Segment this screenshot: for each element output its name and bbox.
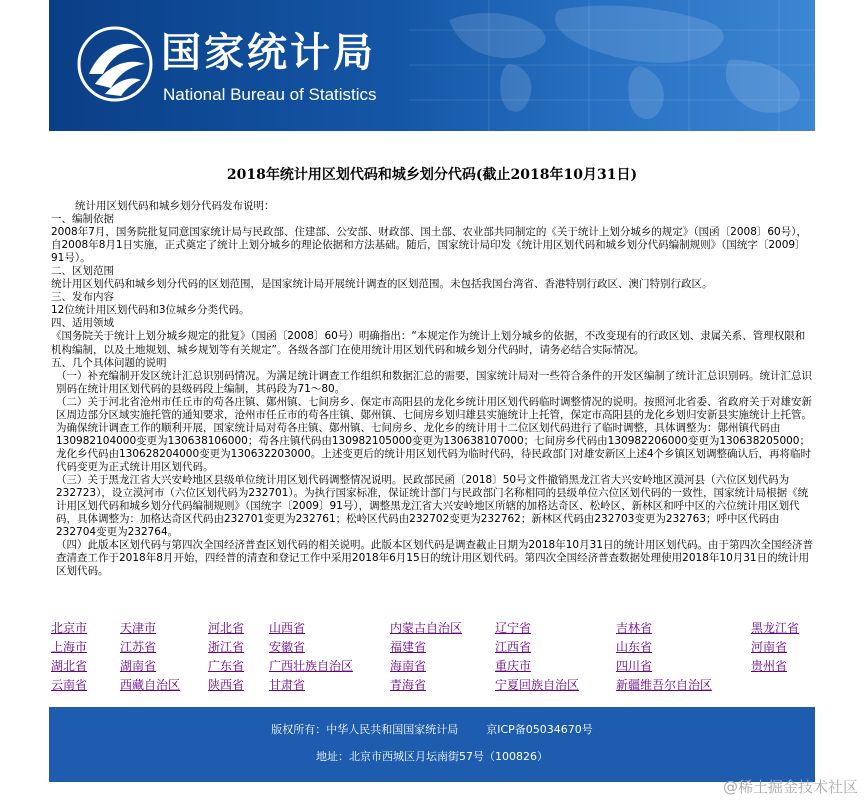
section-paragraph: 《国务院关于统计上划分城乡规定的批复》（国函〔2008〕60号）明确指出：“本规定作为统计上划分城乡的依据，不改变现有的行政区划、隶属关系、管理权限和机构编制，以及土地规划、城乡规划等有关规定”。各级各部门在使用统计用区划代码和城乡划分代码时，请务必结合实际情况。 [51,330,806,356]
province-row [51,656,815,675]
icp-number: 京ICP备05034670号 [486,723,593,736]
province-link[interactable]: 云南省 [51,678,88,692]
section-heading: 五、几个具体问题的说明 [51,356,167,369]
province-link[interactable]: 广西壮族自治区 [269,659,354,673]
province-link[interactable]: 河南省 [751,640,788,654]
province-link[interactable]: 新疆维吾尔自治区 [616,678,713,692]
section-heading: 三、发布内容 [51,291,114,304]
province-link[interactable]: 湖北省 [51,659,88,673]
province-link[interactable]: 江苏省 [120,640,157,654]
section-heading: 二、区划范围 [51,265,114,278]
province-link[interactable]: 黑龙江省 [751,621,800,635]
province-link[interactable]: 甘肃省 [269,678,306,692]
province-link[interactable]: 北京市 [51,621,88,635]
bureau-name-cn: 国家统计局 [161,30,376,76]
province-link[interactable]: 广东省 [208,659,245,673]
bureau-name-en: National Bureau of Statistics [163,85,377,104]
province-link[interactable]: 江西省 [495,640,532,654]
section-paragraph: （三）关于黑龙江省大兴安岭地区县级单位统计用区划代码调整情况说明。民政部民函〔2018〕50号文件撤销黑龙江省大兴安岭地区漠河县（六位区划代码为232723），设立漠河市（六位区划代码为232701）。为执行国家标准，保证统计部门与民政部门名称相同的县级单位六位区划代码的一致性，国家统计局根据《统计用区划代码和城乡划分代码编制规则》（国统字〔2009〕91号），调整黑龙江省大兴安岭地区所辖的加格达奇区、松岭区、新林区和呼中区的六位统计用区划代码，具体调整为：加格达奇区代码由232701变更为232761；松岭区代码由232702变更为232762；新林区代码由232703变更为232763；呼中区代码由232704变更为232764。 [56,473,809,539]
province-link[interactable]: 山西省 [269,621,306,635]
bureau-logo-icon [75,24,155,104]
watermark: @稀土掘金技术社区 [722,778,858,796]
section-paragraph: 2008年7月，国务院批复同意国家统计局与民政部、住建部、公安部、财政部、国土部、农业部共同制定的《关于统计上划分城乡的规定》（国函〔2008〕60号），自2008年8月1日实施，正式奠定了统计上划分城乡的理论依据和方法基础。随后，国家统计局印发《统计用区划代码和城乡划分代码编制规则》（国统字〔2009〕91号）。 [51,226,807,265]
province-link[interactable]: 海南省 [390,659,427,673]
province-link[interactable]: 浙江省 [208,640,245,654]
world-map-graphic [409,0,815,131]
release-notes [51,200,815,578]
section-heading: 四、适用领域 [51,317,114,330]
intro-text: 统计用区划代码和城乡划分代码发布说明： [75,200,275,212]
section-paragraph: （二）关于河北省沧州市任丘市的苟各庄镇、鄚州镇、七间房乡、保定市高阳县的龙化乡统计用区划代码临时调整情况的说明。按照河北省委、省政府关于对雄安新区周边部分区域实施托管的通知要求，沧州市任丘市的苟各庄镇、鄚州镇、七间房乡划归雄县实施统计上托管，保定市高阳县的龙化乡划归安新县实施统计上托管。为确保统计调查工作的顺利开展，国家统计局对苟各庄镇、鄚州镇、七间房乡、龙化乡的统计用十二位区划代码进行了临时调整，具体调整为：鄚州镇代码由130982104000变更为130638106000；苟各庄镇代码由130982105000变更为130638107000；七间房乡代码由130982206000变更为130638205000；龙化乡代码由130628204000变更为130632203000。上述变更后的统计用区划代码为临时代码，待民政部门对雄安新区上述4个乡镇区划调整确认后，再将临时代码变更为正式统计用区划代码。 [56,395,812,473]
province-row [51,618,815,637]
copyright-text: 版权所有：中华人民共和国国家统计局 [271,723,459,736]
province-link[interactable]: 辽宁省 [495,621,532,635]
province-link[interactable]: 福建省 [390,640,427,654]
province-link[interactable]: 内蒙古自治区 [390,621,463,635]
province-link[interactable]: 湖南省 [120,659,157,673]
province-link[interactable]: 宁夏回族自治区 [495,678,580,692]
province-link[interactable]: 贵州省 [751,659,788,673]
section-paragraph: （一）补充编制开发区统计汇总识别码情况。为满足统计调查工作组织和数据汇总的需要，国家统计局对一些符合条件的开发区编制了统计汇总识别码。统计汇总识别码在统计用区划代码的县级码段上编制，其码段为71～80。 [56,369,812,395]
province-link[interactable]: 天津市 [120,621,157,635]
province-link[interactable]: 上海市 [51,640,88,654]
empty-cell [751,675,815,694]
province-link[interactable]: 重庆市 [495,659,532,673]
province-link[interactable]: 青海省 [390,678,427,692]
section-paragraph: （四）此版本区划代码与第四次全国经济普查区划代码的相关说明。此版本区划代码是调查截止日期为2018年10月31日的统计用区划代码。由于第四次全国经济普查清查工作于2018年8月开始，四经普的清查和登记工作中采用2018年6月15日的统计用区划代码。第四次全国经济普查数据处理使用2018年10月31日的统计用区划代码。 [56,539,813,578]
province-link[interactable]: 陕西省 [208,678,245,692]
province-link-table [51,618,815,694]
province-link[interactable]: 吉林省 [616,621,653,635]
site-banner [49,0,815,131]
province-link[interactable]: 河北省 [208,621,245,635]
footer-address: 地址：北京市西城区月坛南街57号（100826） [316,750,548,763]
province-link[interactable]: 安徽省 [269,640,306,654]
province-link[interactable]: 西藏自治区 [120,678,181,692]
section-paragraph: 统计用区划代码和城乡划分代码的区划范围，是国家统计局开展统计调查的区划范围。未包括我国台湾省、香港特别行政区、澳门特别行政区。 [51,278,713,291]
province-link[interactable]: 山东省 [616,640,653,654]
footer-line-1 [49,721,815,737]
page-title: 2018年统计用区划代码和城乡划分代码(截止2018年10月31日) [226,167,638,183]
section-heading: 一、编制依据 [51,213,114,226]
site-footer [49,707,815,782]
province-row [51,637,815,656]
province-row [51,675,815,694]
section-paragraph: 12位统计用区划代码和3位城乡分类代码。 [51,304,250,317]
province-link[interactable]: 四川省 [616,659,653,673]
